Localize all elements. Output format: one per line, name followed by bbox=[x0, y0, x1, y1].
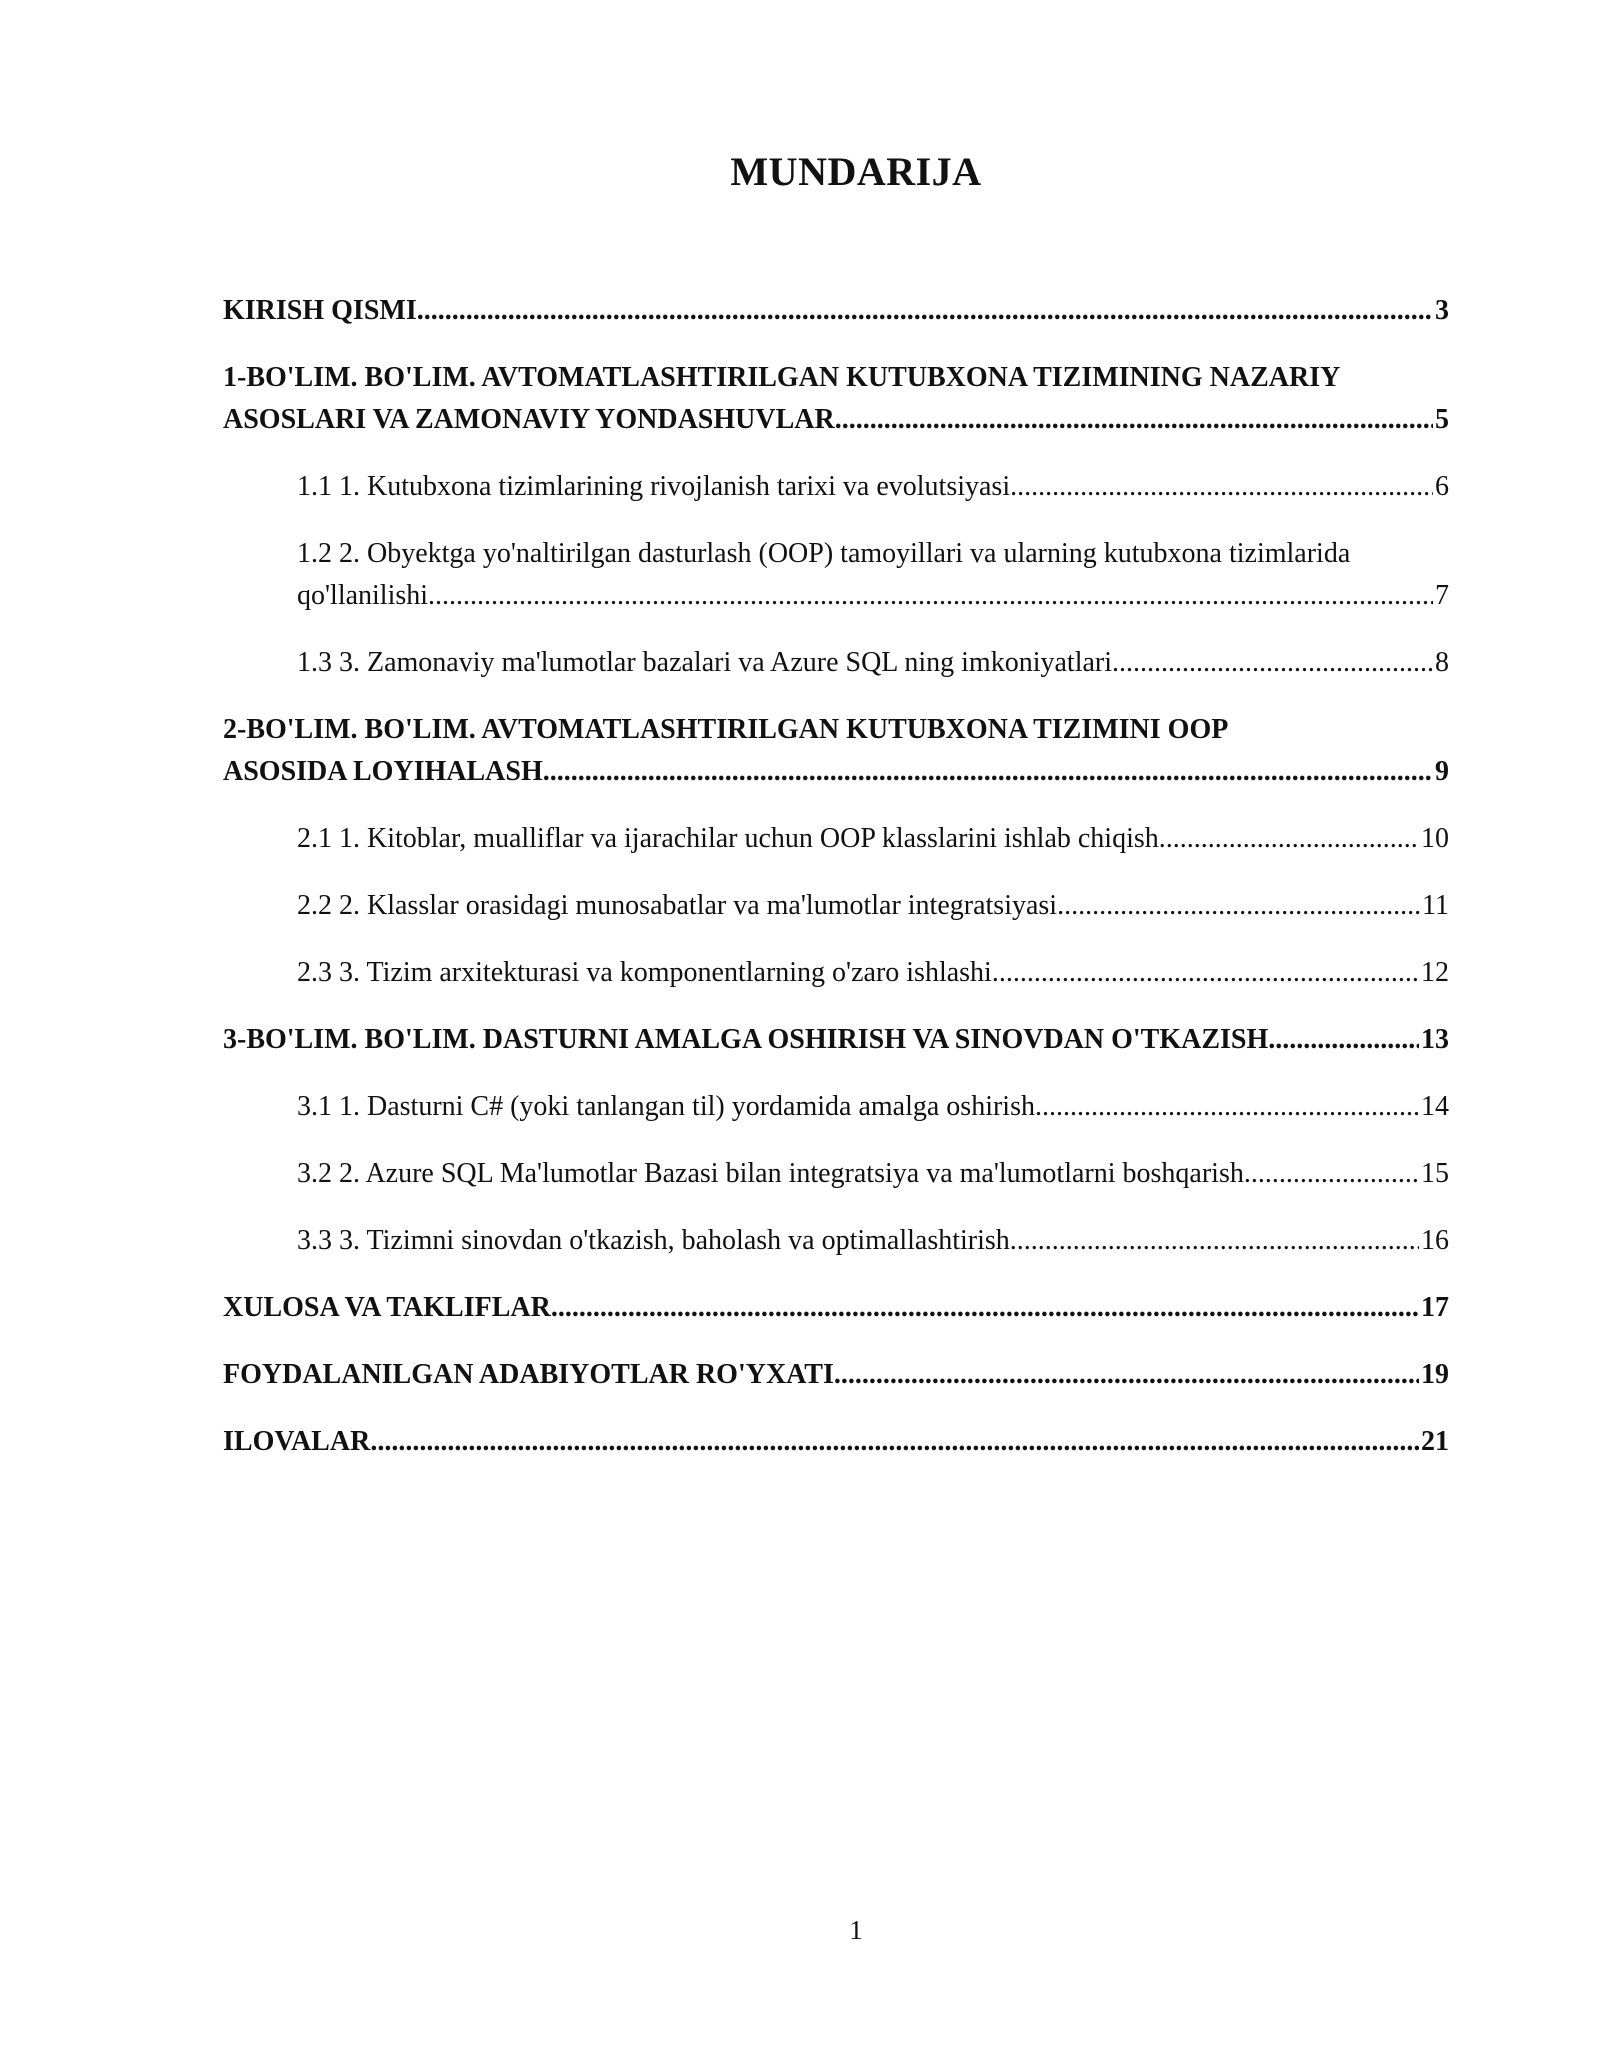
toc-entry-text: ILOVALAR bbox=[223, 1426, 371, 1457]
toc-entry-text: 3-BO'LIM. BO'LIM. DASTURNI AMALGA OSHIRISH VA SINOVDAN O'TKAZISH. bbox=[223, 1024, 1276, 1055]
toc-page-number: 8 bbox=[1435, 647, 1449, 678]
toc-page-number: 13 bbox=[1421, 1024, 1449, 1055]
table-of-contents bbox=[223, 290, 1449, 1488]
toc-entry-text: XULOSA VA TAKLIFLAR bbox=[223, 1292, 551, 1323]
toc-entry-line bbox=[297, 1086, 1449, 1128]
toc-entry-line bbox=[223, 1287, 1449, 1329]
toc-page-number: 9 bbox=[1435, 756, 1449, 787]
toc-entry-line bbox=[297, 1153, 1449, 1195]
toc-entry-line bbox=[223, 1019, 1449, 1061]
toc-page-number: 12 bbox=[1421, 957, 1449, 988]
toc-page-number: 14 bbox=[1421, 1091, 1449, 1122]
toc-entry-line bbox=[223, 1421, 1449, 1463]
toc-entry-line bbox=[223, 399, 1449, 441]
toc-dot-leader bbox=[428, 575, 1433, 617]
toc-entry-line bbox=[297, 1220, 1449, 1262]
toc-page-number: 6 bbox=[1435, 471, 1449, 502]
toc-entry[interactable] bbox=[297, 952, 1449, 994]
toc-page-number: 17 bbox=[1421, 1292, 1449, 1323]
toc-page-number: 5 bbox=[1435, 404, 1449, 435]
toc-entry[interactable] bbox=[297, 1220, 1449, 1262]
toc-entry-text: ASOSIDA LOYIHALASH bbox=[223, 756, 543, 787]
toc-entry[interactable] bbox=[297, 818, 1449, 860]
toc-page-number: 7 bbox=[1435, 580, 1449, 611]
toc-entry[interactable] bbox=[223, 290, 1449, 332]
toc-dot-leader bbox=[1010, 466, 1433, 508]
toc-dot-leader bbox=[1035, 1086, 1419, 1128]
toc-entry-text: 2.1 1. Kitoblar, mualliflar va ijarachilar uchun OOP klasslarini ishlab chiqish bbox=[297, 823, 1159, 854]
toc-entry[interactable] bbox=[223, 1019, 1449, 1061]
toc-entry[interactable] bbox=[223, 1421, 1449, 1463]
toc-page-number: 10 bbox=[1421, 823, 1449, 854]
toc-dot-leader bbox=[417, 290, 1433, 332]
toc-entry[interactable] bbox=[223, 1354, 1449, 1396]
toc-entry-line bbox=[223, 751, 1449, 793]
toc-entry[interactable] bbox=[223, 357, 1449, 441]
toc-entry-text: FOYDALANILGAN ADABIYOTLAR RO'YXATI bbox=[223, 1359, 834, 1390]
toc-entry-text: 1.2 2. Obyektga yo'naltirilgan dasturlash (OOP) tamoyillari va ularning kutubxona tizimlarida bbox=[297, 538, 1351, 569]
toc-entry-line bbox=[297, 818, 1449, 860]
toc-entry-line bbox=[223, 290, 1449, 332]
toc-dot-leader bbox=[543, 751, 1433, 793]
toc-entry[interactable] bbox=[297, 642, 1449, 684]
toc-entry[interactable] bbox=[297, 885, 1449, 927]
toc-entry-text: 3.3 3. Tizimni sinovdan o'tkazish, baholash va optimallashtirish bbox=[297, 1225, 1010, 1256]
toc-dot-leader bbox=[835, 399, 1433, 441]
toc-dot-leader bbox=[1112, 642, 1433, 684]
toc-dot-leader bbox=[1010, 1220, 1419, 1262]
toc-page-number: 3 bbox=[1435, 295, 1449, 326]
toc-dot-leader bbox=[1057, 885, 1420, 927]
toc-dot-leader bbox=[551, 1287, 1419, 1329]
toc-entry[interactable] bbox=[223, 709, 1449, 793]
toc-entry-text: 2.2 2. Klasslar orasidagi munosabatlar va ma'lumotlar integratsiyasi bbox=[297, 890, 1058, 921]
toc-dot-leader bbox=[992, 952, 1419, 994]
toc-entry-text: 1-BO'LIM. BO'LIM. AVTOMATLASHTIRILGAN KUTUBXONA TIZIMINING NAZARIY bbox=[223, 362, 1341, 393]
toc-entry-text: qo'llanilishi bbox=[297, 580, 429, 611]
toc-dot-leader bbox=[834, 1354, 1419, 1396]
toc-entry-text: 1.1 1. Kutubxona tizimlarining rivojlanish tarixi va evolutsiyasi bbox=[297, 471, 1011, 502]
toc-entry-line bbox=[297, 952, 1449, 994]
toc-entry-text: KIRISH QISMI bbox=[223, 295, 417, 326]
toc-dot-leader bbox=[1159, 818, 1419, 860]
toc-page-number: 21 bbox=[1421, 1426, 1449, 1457]
toc-entry-text: 2-BO'LIM. BO'LIM. AVTOMATLASHTIRILGAN KUTUBXONA TIZIMINI OOP bbox=[223, 714, 1229, 745]
toc-entry-text: 1.3 3. Zamonaviy ma'lumotlar bazalari va Azure SQL ning imkoniyatlari bbox=[297, 647, 1113, 678]
toc-entry-text: 2.3 3. Tizim arxitekturasi va komponentlarning o'zaro ishlashi bbox=[297, 957, 992, 988]
toc-entry-line bbox=[297, 885, 1449, 927]
toc-entry-line bbox=[297, 466, 1449, 508]
toc-entry-line bbox=[223, 1354, 1449, 1396]
page-number: 1 bbox=[849, 1915, 863, 1945]
toc-entry-line bbox=[297, 642, 1449, 684]
toc-page-number: 15 bbox=[1421, 1158, 1449, 1189]
toc-dot-leader bbox=[370, 1421, 1419, 1463]
page-title: MUNDARIJA bbox=[730, 149, 982, 194]
toc-entry[interactable] bbox=[223, 1287, 1449, 1329]
toc-page-number: 19 bbox=[1421, 1359, 1449, 1390]
toc-entry-text: 3.2 2. Azure SQL Ma'lumotlar Bazasi bilan integratsiya va ma'lumotlarni boshqarish bbox=[297, 1158, 1244, 1189]
toc-entry[interactable] bbox=[297, 1153, 1449, 1195]
toc-entry[interactable] bbox=[297, 1086, 1449, 1128]
toc-entry[interactable] bbox=[297, 466, 1449, 508]
toc-dot-leader bbox=[1275, 1019, 1419, 1061]
toc-page-number: 16 bbox=[1421, 1225, 1449, 1256]
toc-entry-line bbox=[297, 575, 1449, 617]
toc-entry-text: 3.1 1. Dasturni C# (yoki tanlangan til) yordamida amalga oshirish bbox=[297, 1091, 1035, 1122]
toc-dot-leader bbox=[1244, 1153, 1419, 1195]
toc-entry[interactable] bbox=[297, 533, 1449, 617]
toc-page-number: 11 bbox=[1422, 890, 1449, 921]
toc-entry-text: ASOSLARI VA ZAMONAVIY YONDASHUVLAR bbox=[223, 404, 835, 435]
